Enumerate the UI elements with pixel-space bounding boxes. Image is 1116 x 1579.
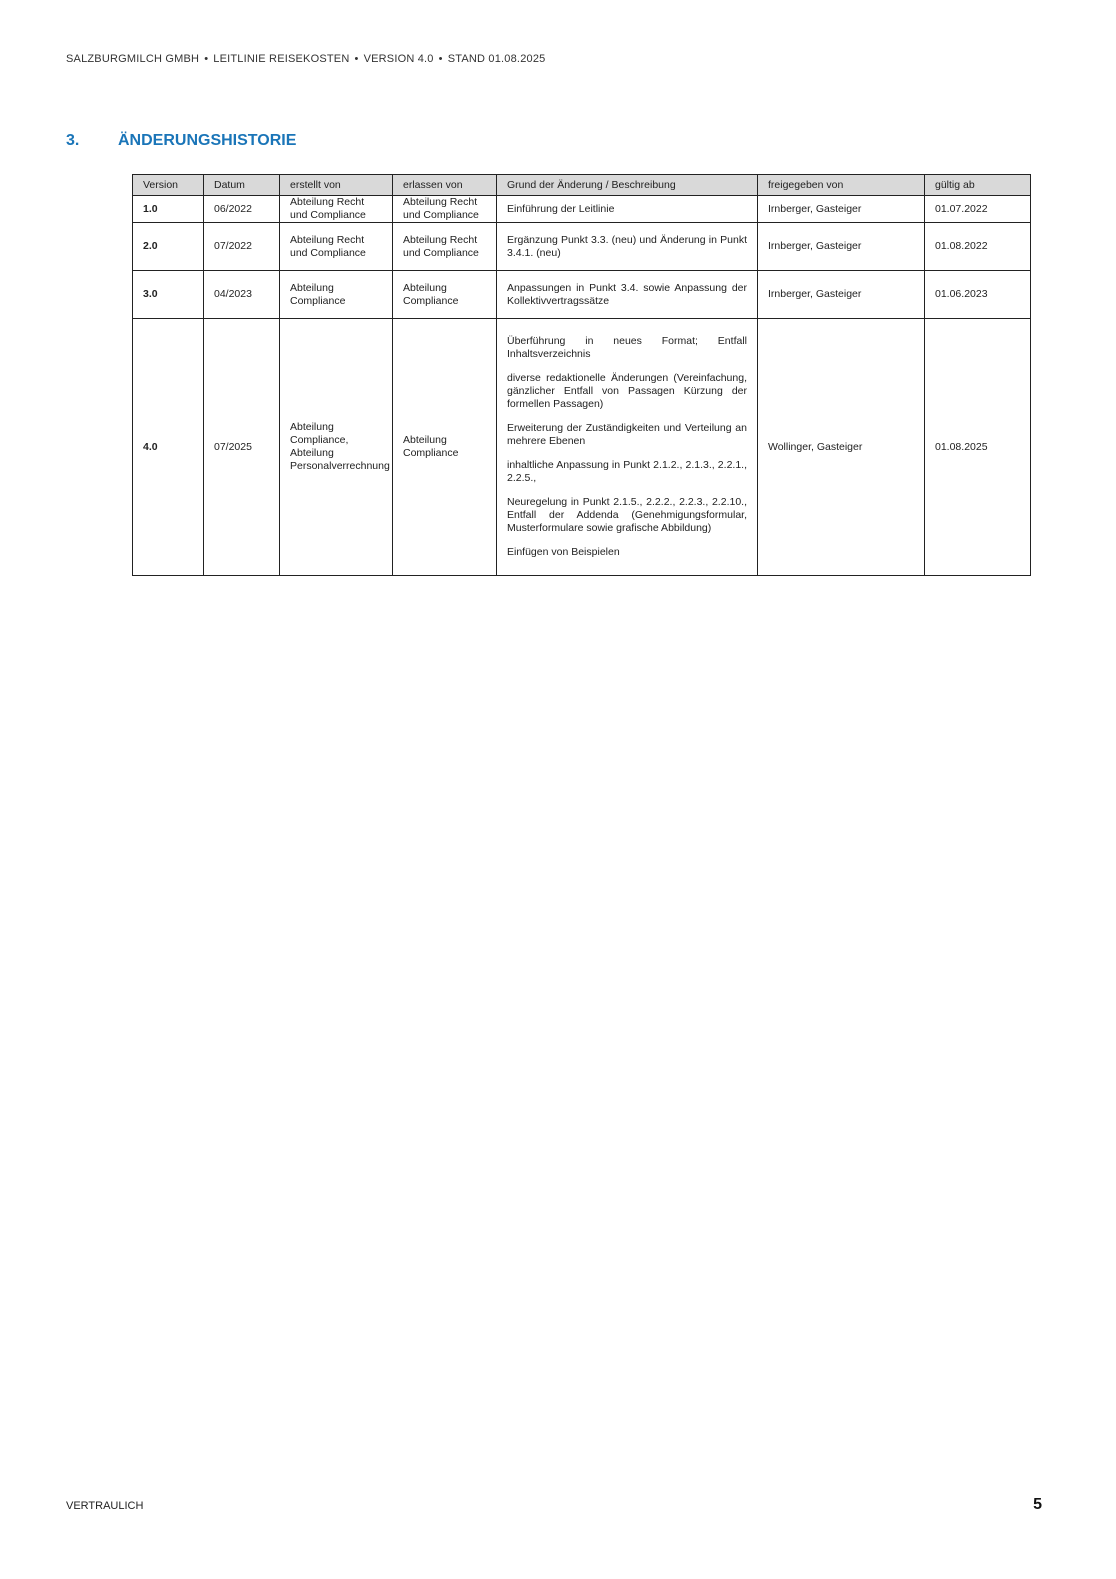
table-header-row [133, 175, 1031, 196]
cell-erlassen: Abteilung Recht und Compliance [393, 223, 497, 271]
cell-erlassen: Abteilung Compliance [393, 271, 497, 319]
header-separator: • [354, 53, 359, 65]
cell-erstellt: Abteilung Recht und Compliance [280, 196, 393, 223]
column-header-grund: Grund der Änderung / Beschreibung [497, 175, 758, 196]
cell-version: 4.0 [133, 319, 204, 576]
cell-erlassen: Abteilung Compliance [393, 319, 497, 576]
change-description: Einführung der Leitlinie [507, 202, 615, 215]
change-history-table [132, 174, 1031, 576]
cell-datum: 07/2025 [204, 319, 280, 576]
cell-gueltig: 01.07.2022 [925, 196, 1031, 223]
cell-grund [497, 196, 758, 223]
cell-erlassen: Abteilung Recht und Compliance [393, 196, 497, 223]
header-date: STAND 01.08.2025 [447, 53, 546, 65]
cell-grund [497, 319, 758, 576]
cell-gueltig: 01.08.2025 [925, 319, 1031, 576]
column-header-erstellt: erstellt von [280, 175, 393, 196]
cell-version: 2.0 [133, 223, 204, 271]
cell-freigegeben: Irnberger, Gasteiger [758, 271, 925, 319]
change-description: Anpassungen in Punkt 3.4. sowie Anpassung der Kollektivvertragssätze [507, 281, 747, 307]
change-description: diverse redaktionelle Änderungen (Vereinfachung, gänzlicher Entfall von Passagen Kürzung der formellen Passagen) [507, 372, 747, 410]
header-separator: • [204, 53, 209, 65]
cell-datum: 04/2023 [204, 271, 280, 319]
cell-datum: 07/2022 [204, 223, 280, 271]
section-title: ÄNDERUNGSHISTORIE [118, 132, 297, 149]
cell-version: 3.0 [133, 271, 204, 319]
change-description: Überführung in neues Format; Entfall Inhaltsverzeichnis [507, 335, 747, 360]
header-company: SALZBURGMILCH GMBH [66, 53, 200, 65]
cell-freigegeben: Irnberger, Gasteiger [758, 196, 925, 223]
change-description: Einfügen von Beispielen [507, 546, 620, 558]
header-version: VERSION 4.0 [363, 53, 434, 65]
section-heading [66, 132, 296, 150]
column-header-datum: Datum [204, 175, 280, 196]
column-header-version: Version [133, 175, 204, 196]
change-description: Erweiterung der Zuständigkeiten und Verteilung an mehrere Ebenen [507, 422, 747, 447]
cell-erstellt: Abteilung Compliance [280, 271, 393, 319]
change-description: Ergänzung Punkt 3.3. (neu) und Änderung in Punkt 3.4.1. (neu) [507, 233, 747, 259]
header-separator: • [438, 53, 443, 65]
table-row [133, 271, 1031, 319]
cell-version: 1.0 [133, 196, 204, 223]
cell-datum: 06/2022 [204, 196, 280, 223]
cell-freigegeben: Wollinger, Gasteiger [758, 319, 925, 576]
table-row [133, 319, 1031, 576]
table-row [133, 196, 1031, 223]
confidentiality-label: VERTRAULICH [66, 1500, 144, 1512]
change-description: inhaltliche Anpassung in Punkt 2.1.2., 2.1.3., 2.2.1., 2.2.5., [507, 459, 747, 484]
column-header-gueltig: gültig ab [925, 175, 1031, 196]
cell-gueltig: 01.08.2022 [925, 223, 1031, 271]
column-header-freigegeben: freigegeben von [758, 175, 925, 196]
cell-gueltig: 01.06.2023 [925, 271, 1031, 319]
section-number: 3. [66, 132, 80, 149]
cell-grund [497, 223, 758, 271]
column-header-erlassen: erlassen von [393, 175, 497, 196]
cell-grund [497, 271, 758, 319]
cell-erstellt: Abteilung Recht und Compliance [280, 223, 393, 271]
running-header [66, 53, 545, 65]
header-document: LEITLINIE REISEKOSTEN [213, 53, 350, 65]
change-description: Neuregelung in Punkt 2.1.5., 2.2.2., 2.2.3., 2.2.10., Entfall der Addenda (Genehmigungsformular, Musterformulare sowie grafische Abbildung) [507, 496, 747, 534]
cell-erstellt: Abteilung Compliance, Abteilung Personalverrechnung [280, 319, 393, 576]
table-row [133, 223, 1031, 271]
page-number: 5 [1033, 1496, 1042, 1513]
cell-freigegeben: Irnberger, Gasteiger [758, 223, 925, 271]
